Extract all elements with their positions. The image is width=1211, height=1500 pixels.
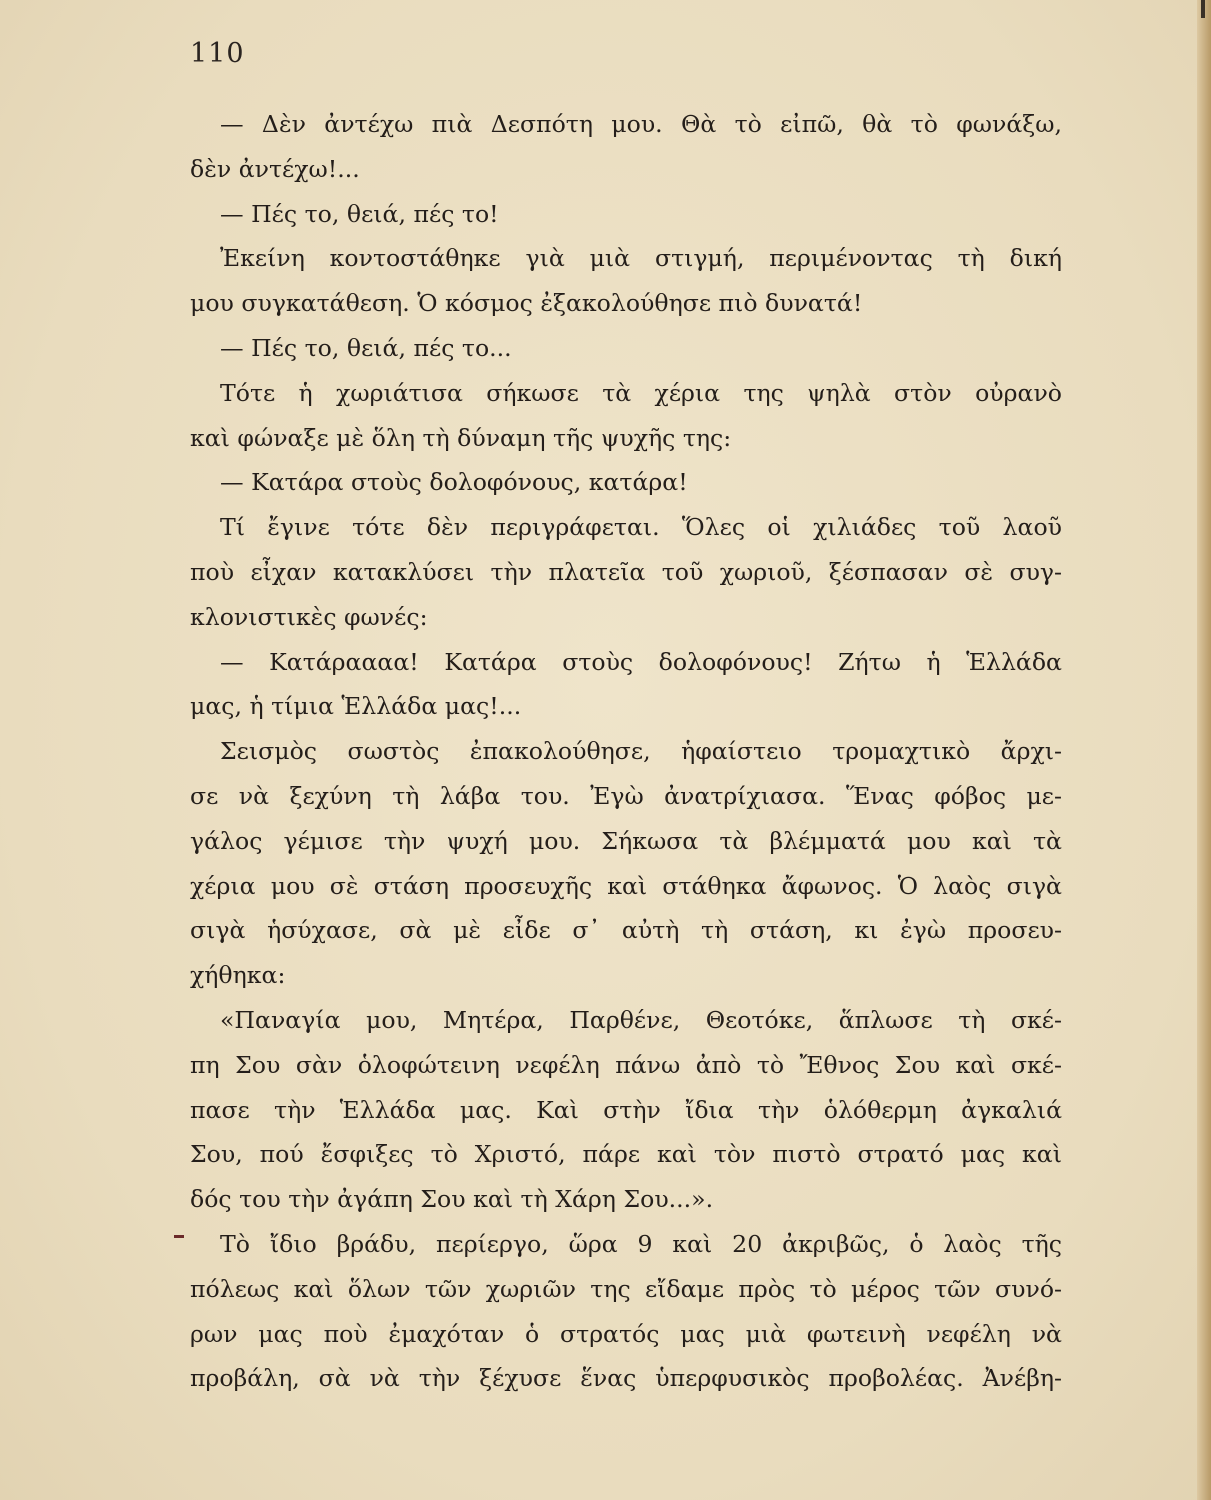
text-line: μας, ἡ τίμια Ἑλλάδα μας!... xyxy=(190,692,522,721)
text-line: δός του τὴν ἀγάπη Σου καὶ τὴ Χάρη Σου...». xyxy=(190,1185,714,1214)
text-line: «Παναγία μου, Μητέρα, Παρθένε, Θεοτόκε, ἅπλωσε τὴ σκέ- xyxy=(220,1005,1062,1034)
text-line: γάλος γέμισε τὴν ψυχή μου. Σήκωσα τὰ βλέμματά μου καὶ τὰ xyxy=(190,826,1062,855)
text-line: — Πές το, θειά, πές το... xyxy=(220,333,512,362)
bookmark-strip xyxy=(1201,0,1205,18)
text-line: πασε τὴν Ἑλλάδα μας. Καὶ στὴν ἴδια τὴν ὁλόθερμη ἀγκαλιά xyxy=(190,1095,1062,1124)
page-number: 110 xyxy=(190,38,245,69)
text-line: σιγὰ ἡσύχασε, σὰ μὲ εἶδε σ᾿ αὐτὴ τὴ στάση, κι ἐγὼ προσευ- xyxy=(190,916,1062,945)
text-line: καὶ φώναξε μὲ ὅλη τὴ δύναμη τῆς ψυχῆς της: xyxy=(190,423,732,452)
text-line: δὲν ἀντέχω!... xyxy=(190,154,360,183)
text-line: ποὺ εἶχαν κατακλύσει τὴν πλατεῖα τοῦ χωριοῦ, ξέσπασαν σὲ συγ- xyxy=(190,557,1062,586)
text-line: ρων μας ποὺ ἐμαχόταν ὁ στρατός μας μιὰ φωτεινὴ νεφέλη νὰ xyxy=(190,1319,1062,1348)
page-edge-shadow xyxy=(1197,0,1211,1500)
text-line: Σεισμὸς σωστὸς ἐπακολούθησε, ἡφαίστειο τρομαχτικὸ ἄρχι- xyxy=(220,737,1062,766)
text-line: σε νὰ ξεχύνη τὴ λάβα του. Ἐγὼ ἀνατρίχιασα. Ἕνας φόβος με- xyxy=(190,781,1062,810)
body-text xyxy=(190,102,1062,1401)
text-line: — Κατάρα στοὺς δολοφόνους, κατάρα! xyxy=(220,468,688,497)
text-line: χέρια μου σὲ στάση προσευχῆς καὶ στάθηκα ἄφωνος. Ὁ λαὸς σιγὰ xyxy=(190,871,1062,900)
text-line: — Κατάραααα! Κατάρα στοὺς δολοφόνους! Ζήτω ἡ Ἑλλάδα xyxy=(220,647,1062,676)
text-line: χήθηκα: xyxy=(190,961,286,990)
text-line: μου συγκατάθεση. Ὁ κόσμος ἐξακολούθησε πιὸ δυνατά! xyxy=(190,289,863,318)
text-line: Σου, πού ἔσφιξες τὸ Χριστό, πάρε καὶ τὸν πιστὸ στρατό μας καὶ xyxy=(190,1140,1062,1169)
text-line: — Πές το, θειά, πές το! xyxy=(220,199,499,228)
text-line: πόλεως καὶ ὅλων τῶν χωριῶν της εἴδαμε πρὸς τὸ μέρος τῶν συνό- xyxy=(190,1274,1062,1303)
text-line: Τὸ ἴδιο βράδυ, περίεργο, ὥρα 9 καὶ 20 ἀκριβῶς, ὁ λαὸς τῆς xyxy=(220,1229,1062,1258)
text-line: Ἐκείνη κοντοστάθηκε γιὰ μιὰ στιγμή, περιμένοντας τὴ δική xyxy=(220,244,1062,273)
text-line: Τί ἔγινε τότε δὲν περιγράφεται. Ὅλες οἱ χιλιάδες τοῦ λαοῦ xyxy=(220,513,1062,542)
text-line: πη Σου σὰν ὁλοφώτεινη νεφέλη πάνω ἀπὸ τὸ Ἔθνος Σου καὶ σκέ- xyxy=(190,1050,1062,1079)
margin-mark xyxy=(174,1235,184,1238)
text-line: Τότε ἡ χωριάτισα σήκωσε τὰ χέρια της ψηλὰ στὸν οὐρανὸ xyxy=(220,378,1062,407)
text-line: — Δὲν ἀντέχω πιὰ Δεσπότη μου. Θὰ τὸ εἰπῶ, θὰ τὸ φωνάξω, xyxy=(220,110,1062,138)
text-line: κλονιστικὲς φωνές: xyxy=(190,602,428,631)
text-line: προβάλη, σὰ νὰ τὴν ξέχυσε ἕνας ὑπερφυσικὸς προβολέας. Ἀνέβη- xyxy=(190,1364,1062,1393)
